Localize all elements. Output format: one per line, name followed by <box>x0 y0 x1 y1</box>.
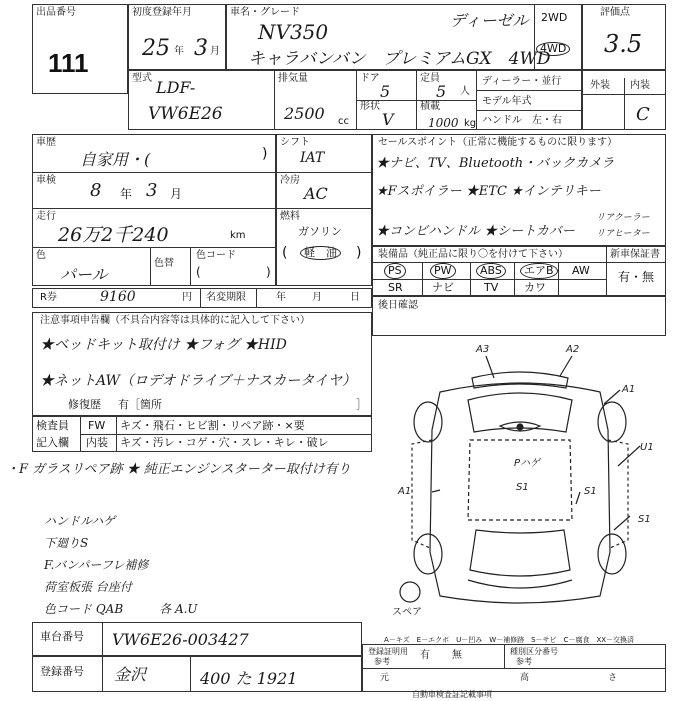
damage-s1-right: S1 <box>584 486 597 497</box>
fuel-diesel: 軽 油 <box>300 246 341 260</box>
displacement-label: 排気量 <box>278 73 308 84</box>
km-unit: km <box>230 230 246 241</box>
chassis-value: VW6E26-003427 <box>112 630 249 649</box>
recycle-label: R券 <box>40 292 57 303</box>
model-year-label: モデル年式 <box>482 96 532 107</box>
equip-pw: PW <box>430 263 456 279</box>
deadline-label: 名変期限 <box>206 292 246 303</box>
inspector-in: 内装 <box>86 436 108 449</box>
score-value: 3.5 <box>604 30 643 58</box>
remarks-line1: ・F ガラスリペア跡 ★ 純正エンジンスターター取付け有り <box>6 462 351 477</box>
interior-label: 内装 <box>630 80 650 91</box>
color-code-label: 色コード <box>196 250 236 261</box>
deadline-month: 月 <box>312 292 322 303</box>
inspector-fw: FW <box>88 419 106 432</box>
color-code-open: ( <box>196 265 201 279</box>
capacity-label: 定員 <box>420 73 440 84</box>
dealer-label: ディーラー・並行 <box>482 76 562 87</box>
new-car-label: 新車保証書 <box>610 249 660 260</box>
bottom-cut: 自動車検査証記載事項 <box>412 690 492 699</box>
load-value: 1000 <box>428 116 459 130</box>
plate-label: 登録番号 <box>40 665 84 678</box>
score-label: 評価点 <box>600 7 630 18</box>
ac-value: AC <box>304 184 328 203</box>
equip-abs: ABS <box>476 263 506 279</box>
reg-year-unit: 年 <box>174 46 184 57</box>
damage-u1: U1 <box>640 442 654 453</box>
inspector-fw-desc: キズ・飛石・ヒビ割・リペア跡・×要 <box>120 419 305 432</box>
repair-close: ］ <box>356 398 367 411</box>
history-value: 自家用・( <box>80 150 151 169</box>
kg-unit: kg <box>464 118 477 129</box>
selling-line3: ★コンビハンドル ★シートカバー <box>376 224 575 239</box>
shape-value: V <box>382 110 394 129</box>
repair-value: 有［箇所 <box>118 398 162 411</box>
insp-year-unit: 年 <box>120 187 133 201</box>
equip-tv: TV <box>484 281 499 294</box>
inspector-in-desc: キズ・汚レ・コゲ・穴・スレ・キレ・破レ <box>120 436 329 449</box>
first-reg-label: 初度登録年月 <box>132 7 192 18</box>
legend: A－キズ E－エクボ U－凹み W－補修跡 S－サビ C－腐食 XX－交換済 <box>384 636 635 644</box>
cert-mark: 無 <box>452 650 462 661</box>
equip-aw: AW <box>572 264 590 277</box>
shift-value: IAT <box>300 150 325 166</box>
color-swap-label: 色替 <box>154 258 174 269</box>
damage-a3: A3 <box>476 344 490 355</box>
damage-s1-center: S1 <box>516 482 529 493</box>
ac-label: 冷房 <box>280 175 300 186</box>
spare-label: スペア <box>392 607 422 618</box>
damage-a1-left: A1 <box>398 486 412 497</box>
exterior-label: 外装 <box>590 80 610 91</box>
footer-ko: 高 <box>520 673 530 683</box>
chassis-label: 車台番号 <box>40 630 84 643</box>
name-grade-label: 車名・グレード <box>230 7 300 18</box>
chassis-code: VW6E26 <box>148 104 223 124</box>
drive-2wd: 2WD <box>541 11 568 24</box>
deadline-year: 年 <box>276 292 286 303</box>
plate-ref-label: 種別区分番号 <box>510 647 558 656</box>
cert-sub: 参考 <box>374 657 390 666</box>
equip-leather: カワ <box>524 281 546 294</box>
fuel-close: ) <box>356 245 362 261</box>
damage-a1-right: A1 <box>622 384 636 395</box>
selling-line1: ★ナビ、TV、Bluetooth・バックカメラ <box>376 156 615 171</box>
damage-s1-far: S1 <box>638 514 651 525</box>
fuel-label: 燃料 <box>280 211 300 222</box>
recycle-value: 9160 <box>100 289 136 305</box>
insp-month: 3 <box>146 180 158 201</box>
notes-label: 注意事項申告欄（不具合内容等は具体的に記入して下さい） <box>40 315 310 326</box>
reg-month-unit: 月 <box>210 46 220 57</box>
plate-city: 金沢 <box>114 665 147 684</box>
cert-value: 有 <box>420 650 430 661</box>
footer-se: さ <box>608 673 618 683</box>
footer-ki: 元 <box>380 673 390 683</box>
remarks-line4: F.バンパーフレ補修 <box>44 558 149 572</box>
lot-number: 111 <box>48 48 89 78</box>
insp-year: 8 <box>90 180 102 201</box>
inspection-label: 車検 <box>36 175 56 186</box>
notes-line2: ★ネットAW（ロデオドライブ＋ナスカータイヤ） <box>40 373 356 389</box>
later-label: 後日確認 <box>378 300 418 311</box>
equip-navi: ナビ <box>432 281 454 294</box>
lot-label: 出品番号 <box>36 7 76 18</box>
car-name: NV350 <box>258 20 329 44</box>
fuel-gas: ガソリン <box>298 225 342 238</box>
plate-ref-sub: 参考 <box>516 657 532 666</box>
equipment-label: 装備品（純正品に限り〇を付けて下さい） <box>378 249 568 260</box>
drive-4wd: 4WD <box>536 42 570 56</box>
recycle-yen: 円 <box>182 292 192 303</box>
doors-value: 5 <box>380 82 391 101</box>
cert-label: 登録証明用 <box>368 647 408 656</box>
mileage-label: 走行 <box>36 211 56 222</box>
reg-year: 25 <box>142 36 170 61</box>
notes-line1: ★ベッドキット取付け ★フォグ ★HID <box>40 337 287 353</box>
color-label: 色 <box>36 250 46 261</box>
load-label: 積載 <box>420 101 440 112</box>
damage-a2: A2 <box>566 344 580 355</box>
warranty-value: 有・無 <box>618 270 655 284</box>
fuel-open: ( <box>282 245 288 261</box>
handle-label: ハンドル 左・右 <box>482 115 562 126</box>
rear-ac: リアクーラー リアヒーター <box>596 213 659 239</box>
remarks-line2: ハンドルハゲ <box>44 514 116 528</box>
reg-month: 3 <box>194 36 208 61</box>
model-label: 型式 <box>132 73 152 84</box>
history-label: 車歴 <box>36 137 56 148</box>
selling-line2: ★Fスポイラー ★ETC ★インテリキー <box>376 184 601 199</box>
grade: キャラバンバン プレミアムGX 4WD <box>248 49 551 69</box>
mileage-value: 26万2千240 <box>58 224 169 246</box>
history-close: ) <box>262 146 268 162</box>
damage-p-hage: Pハゲ <box>514 458 541 469</box>
doors-label: ドア <box>360 73 380 84</box>
inspector-label1: 検査員 <box>36 419 69 432</box>
remarks-line3: 下廻りS <box>44 536 89 550</box>
shape-label: 形状 <box>360 101 380 112</box>
equip-sr: SR <box>388 281 403 294</box>
displacement-value: 2500 <box>284 104 325 123</box>
insp-month-unit: 月 <box>170 187 183 201</box>
remarks-line5: 荷室板張 台座付 <box>44 580 132 594</box>
capacity-value: 5 <box>436 82 447 101</box>
interior-grade: C <box>636 104 650 125</box>
remarks-line6: 色コード QAB 各 A.U <box>44 602 198 616</box>
shift-label: シフト <box>280 137 310 148</box>
deadline-day: 日 <box>350 292 360 303</box>
inspector-label2: 記入欄 <box>36 436 69 449</box>
equip-airbag: エアB <box>520 263 558 279</box>
model-code: LDF- <box>156 78 196 97</box>
capacity-unit: 人 <box>460 86 470 97</box>
fuel-note: ディーゼル <box>450 11 529 30</box>
cc-unit: cc <box>338 116 349 127</box>
color-code-close: ) <box>266 265 271 279</box>
plate-number: 400 た 1921 <box>200 669 298 688</box>
selling-label: セールスポイント（正常に機能するものに限ります） <box>378 137 618 148</box>
repair-label: 修復歴 <box>68 398 101 411</box>
color-value: パール <box>60 265 108 284</box>
equip-ps: PS <box>384 263 406 279</box>
